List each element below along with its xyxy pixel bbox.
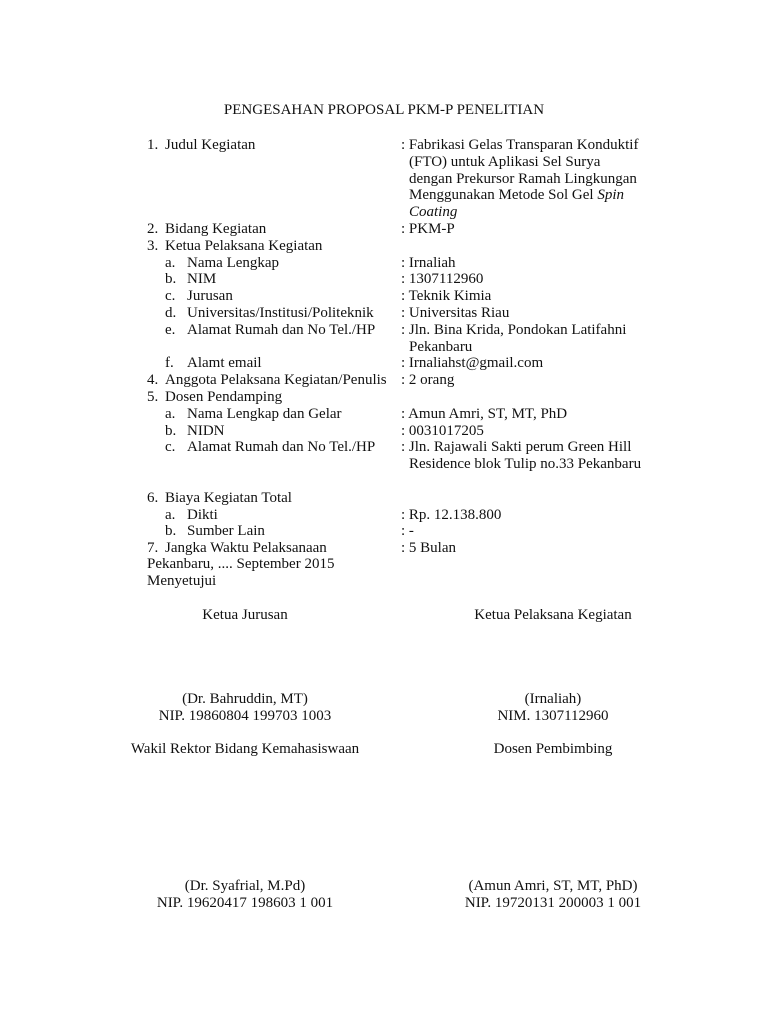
item-number: 5. bbox=[147, 389, 159, 405]
approval-text: Menyetujui bbox=[147, 573, 217, 589]
field-value: : - bbox=[401, 523, 414, 540]
sub-item-letter: a. bbox=[165, 254, 176, 271]
sub-item-letter: d. bbox=[165, 305, 177, 321]
signature-name-wakil-rektor: (Dr. Syafrial, M.Pd) bbox=[184, 878, 306, 894]
field-value: : Fabrikasi Gelas Transparan Konduktif bbox=[401, 137, 639, 153]
field-label: Nama Lengkap bbox=[187, 254, 280, 271]
field-value-text: Menggunakan Metode Sol Gel bbox=[409, 187, 594, 204]
document-title: PENGESAHAN PROPOSAL PKM-P PENELITIAN bbox=[223, 102, 545, 118]
field-value: : Teknik Kimia bbox=[401, 288, 492, 305]
field-value-italic: Coating bbox=[409, 204, 458, 221]
field-value: : Rp. 12.138.800 bbox=[401, 506, 502, 523]
field-value: : Jln. Bina Krida, Pondokan Latifahni bbox=[401, 321, 627, 338]
field-value: : 2 orang bbox=[401, 372, 455, 389]
signature-id-ketua-pelaksana: NIM. 1307112960 bbox=[497, 708, 609, 724]
field-value-italic: Spin bbox=[597, 187, 624, 204]
field-label: Judul Kegiatan bbox=[165, 137, 256, 153]
signature-role-wakil-rektor: Wakil Rektor Bidang Kemahasiswaan bbox=[130, 741, 360, 757]
field-label: Biaya Kegiatan Total bbox=[165, 489, 292, 506]
field-label: Ketua Pelaksana Kegiatan bbox=[165, 237, 323, 254]
field-value: : Amun Amri, ST, MT, PhD bbox=[401, 405, 568, 422]
field-label: Nama Lengkap dan Gelar bbox=[187, 405, 342, 422]
sub-item-letter: b. bbox=[165, 422, 177, 439]
field-value: : 5 Bulan bbox=[401, 540, 456, 557]
sub-item-letter: f. bbox=[165, 355, 174, 372]
field-value: Pekanbaru bbox=[409, 338, 473, 355]
signature-name-dosen-pembimbing: (Amun Amri, ST, MT, PhD) bbox=[468, 878, 638, 894]
signature-name-ketua-pelaksana: (Irnaliah) bbox=[524, 691, 582, 707]
signature-id-wakil-rektor: NIP. 19620417 198603 1 001 bbox=[156, 895, 334, 911]
item-number: 2. bbox=[147, 221, 159, 237]
field-value: : 0031017205 bbox=[401, 422, 484, 439]
signature-id-ketua-jurusan: NIP. 19860804 199703 1003 bbox=[158, 708, 332, 724]
field-value: : Jln. Rajawali Sakti perum Green Hill bbox=[401, 439, 632, 456]
item-number: 4. bbox=[147, 372, 159, 389]
field-label: Dosen Pendamping bbox=[165, 389, 283, 405]
signature-role-dosen-pembimbing: Dosen Pembimbing bbox=[493, 741, 613, 757]
field-value: dengan Prekursor Ramah Lingkungan bbox=[409, 170, 637, 187]
item-number: 7. bbox=[147, 540, 159, 557]
field-value: (FTO) untuk Aplikasi Sel Surya bbox=[409, 153, 601, 170]
sub-item-letter: e. bbox=[165, 321, 176, 338]
item-number: 6. bbox=[147, 489, 159, 506]
sub-item-letter: a. bbox=[165, 506, 176, 523]
signature-name-ketua-jurusan: (Dr. Bahruddin, MT) bbox=[182, 691, 308, 707]
sub-item-letter: b. bbox=[165, 523, 177, 540]
field-label: Anggota Pelaksana Kegiatan/Penulis bbox=[165, 372, 387, 389]
signature-role-ketua-pelaksana: Ketua Pelaksana Kegiatan bbox=[474, 607, 632, 623]
sub-item-letter: c. bbox=[165, 439, 176, 456]
field-value: : Irnaliahst@gmail.com bbox=[401, 355, 544, 372]
sub-item-letter: b. bbox=[165, 271, 177, 288]
signature-role-ketua-jurusan: Ketua Jurusan bbox=[202, 607, 288, 623]
field-label: Dikti bbox=[187, 506, 218, 523]
field-label: Universitas/Institusi/Politeknik bbox=[187, 305, 374, 321]
item-number: 3. bbox=[147, 237, 159, 254]
sub-item-letter: c. bbox=[165, 288, 176, 305]
field-label: Jangka Waktu Pelaksanaan bbox=[165, 540, 327, 557]
signature-id-dosen-pembimbing: NIP. 19720131 200003 1 001 bbox=[464, 895, 642, 911]
field-label: Jurusan bbox=[187, 288, 233, 305]
field-label: Alamat Rumah dan No Tel./HP bbox=[187, 439, 376, 456]
field-label: Bidang Kegiatan bbox=[165, 221, 267, 237]
field-label: Sumber Lain bbox=[187, 523, 265, 540]
field-value: Residence blok Tulip no.33 Pekanbaru bbox=[409, 456, 642, 473]
field-value: : PKM-P bbox=[401, 221, 455, 237]
field-value: : Universitas Riau bbox=[401, 305, 510, 321]
field-label: NIDN bbox=[187, 422, 225, 439]
field-value: : 1307112960 bbox=[401, 271, 484, 288]
place-date: Pekanbaru, .... September 2015 bbox=[147, 556, 335, 572]
item-number: 1. bbox=[147, 137, 159, 153]
sub-item-letter: a. bbox=[165, 405, 176, 422]
field-value bbox=[409, 187, 624, 204]
field-label: Alamt email bbox=[187, 355, 262, 372]
field-label: Alamat Rumah dan No Tel./HP bbox=[187, 321, 376, 338]
field-label: NIM bbox=[187, 271, 217, 288]
field-value: : Irnaliah bbox=[401, 254, 456, 271]
